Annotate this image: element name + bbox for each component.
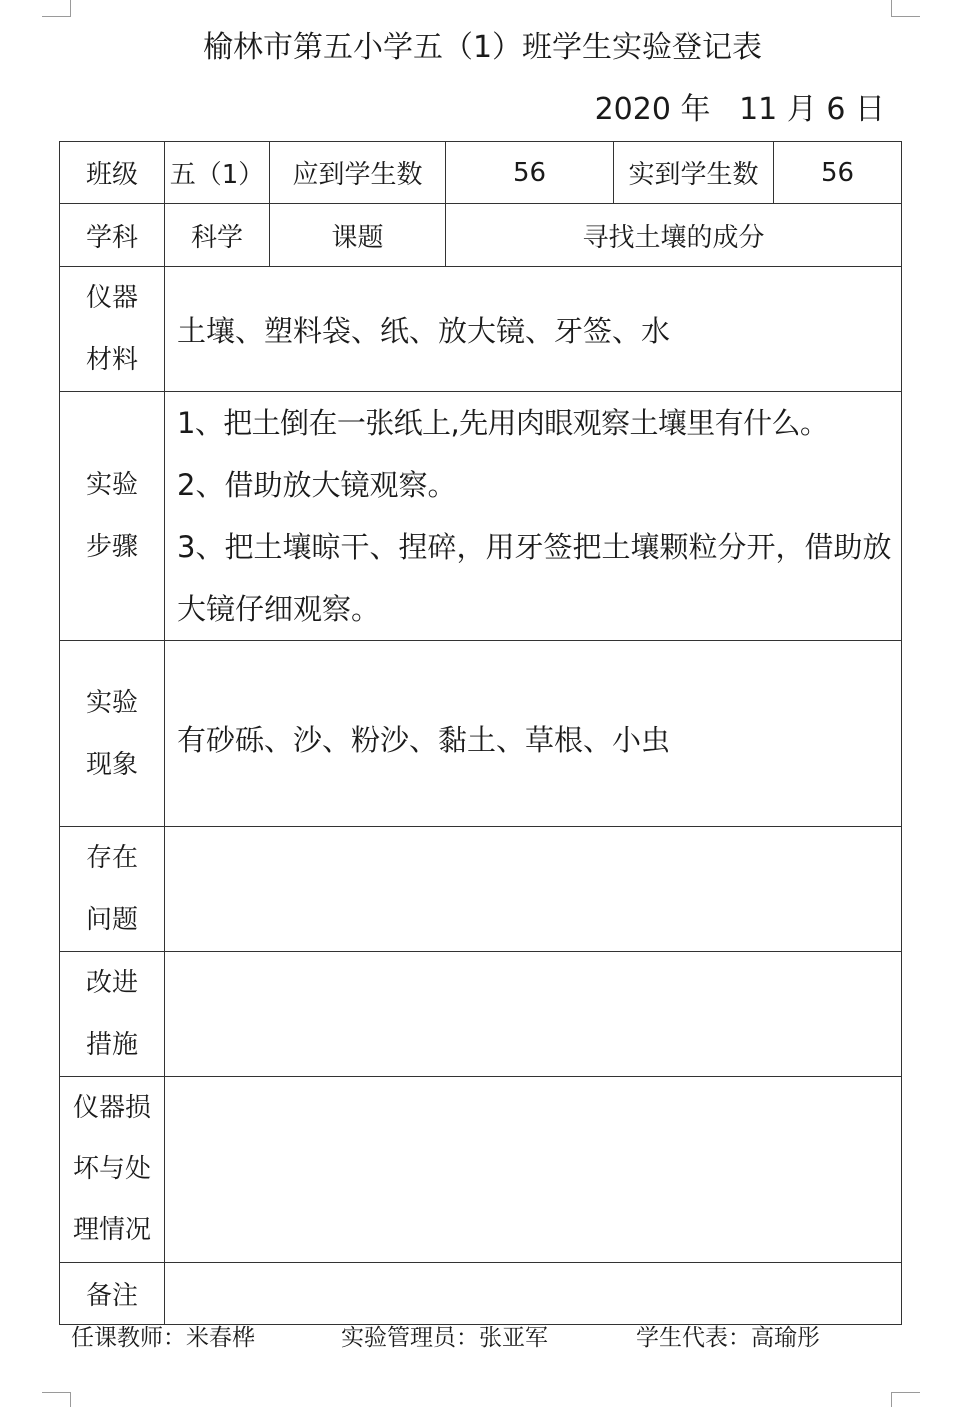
step-item: 3、把土壤晾干、捏碎，用牙签把土壤颗粒分开，借助放大镜仔细观察。 <box>177 530 892 626</box>
materials-label-line1: 仪器 <box>85 283 138 313</box>
subject-value: 科学 <box>165 204 270 267</box>
actual-students-label: 实到学生数 <box>614 142 774 204</box>
step-item: 2、借助放大镜观察。 <box>177 468 457 502</box>
damage-label-line1: 仪器损 <box>72 1093 151 1123</box>
date-year-unit: 年 <box>680 92 711 127</box>
problems-label-line1: 存在 <box>85 843 138 873</box>
class-value: 五（1） <box>165 142 270 204</box>
materials-value: 土壤、塑料袋、纸、放大镜、牙签、水 <box>165 267 902 392</box>
date-month-unit: 月 <box>786 92 817 127</box>
registration-table <box>59 141 902 1325</box>
table-row-subject <box>60 204 902 267</box>
class-label: 班级 <box>60 142 165 204</box>
materials-label-line2: 材料 <box>85 345 138 375</box>
table-row-class <box>60 142 902 204</box>
table-row-remarks <box>60 1263 902 1325</box>
damage-value <box>165 1077 902 1263</box>
table-row-improvements <box>60 952 902 1077</box>
crop-mark-top-right <box>891 0 920 17</box>
table-row-problems <box>60 827 902 952</box>
date-day-unit: 日 <box>855 92 885 127</box>
table-row-materials <box>60 267 902 392</box>
improvements-label-line2: 措施 <box>85 1030 138 1060</box>
steps-label-line2: 步骤 <box>85 532 138 562</box>
expected-students-label: 应到学生数 <box>270 142 446 204</box>
phenomena-label <box>60 641 165 827</box>
improvements-value <box>165 952 902 1077</box>
damage-label <box>60 1077 165 1263</box>
step-item: 1、把土倒在一张纸上,先用肉眼观察土壤里有什么。 <box>177 406 829 440</box>
date-month: 11 <box>739 92 778 127</box>
damage-label-line3: 理情况 <box>72 1215 151 1245</box>
actual-students-value: 56 <box>774 142 902 204</box>
problems-value <box>165 827 902 952</box>
crop-mark-bottom-right <box>891 1392 920 1407</box>
crop-mark-top-left <box>42 0 71 17</box>
table-row-phenomena <box>60 641 902 827</box>
remarks-label: 备注 <box>60 1263 165 1325</box>
subject-label: 学科 <box>60 204 165 267</box>
expected-students-value: 56 <box>446 142 614 204</box>
teacher-signature: 任课教师：米春桦 <box>71 1325 255 1351</box>
document-date <box>595 90 885 130</box>
lab-admin-signature: 实验管理员：张亚军 <box>341 1325 548 1351</box>
crop-mark-bottom-left <box>42 1392 71 1407</box>
table-row-damage <box>60 1077 902 1263</box>
date-year: 2020 <box>594 92 671 127</box>
document-title: 榆林市第五小学五（1）班学生实验登记表 <box>202 30 763 65</box>
student-rep-signature: 学生代表：高瑜彤 <box>636 1325 820 1351</box>
topic-label: 课题 <box>270 204 446 267</box>
remarks-value <box>165 1263 902 1325</box>
phenomena-label-line2: 现象 <box>85 749 138 780</box>
table-row-steps <box>60 392 902 641</box>
phenomena-label-line1: 实验 <box>85 687 138 718</box>
topic-value: 寻找土壤的成分 <box>446 204 902 267</box>
date-day: 6 <box>826 92 846 127</box>
steps-label <box>60 392 165 641</box>
damage-label-line2: 坏与处 <box>72 1154 151 1184</box>
problems-label <box>60 827 165 952</box>
problems-label-line2: 问题 <box>85 905 138 935</box>
steps-label-line1: 实验 <box>85 470 138 500</box>
materials-label <box>60 267 165 392</box>
improvements-label <box>60 952 165 1077</box>
steps-content <box>165 392 902 641</box>
improvements-label-line1: 改进 <box>85 968 138 998</box>
phenomena-value: 有砂砾、沙、粉沙、黏土、草根、小虫 <box>165 641 902 827</box>
